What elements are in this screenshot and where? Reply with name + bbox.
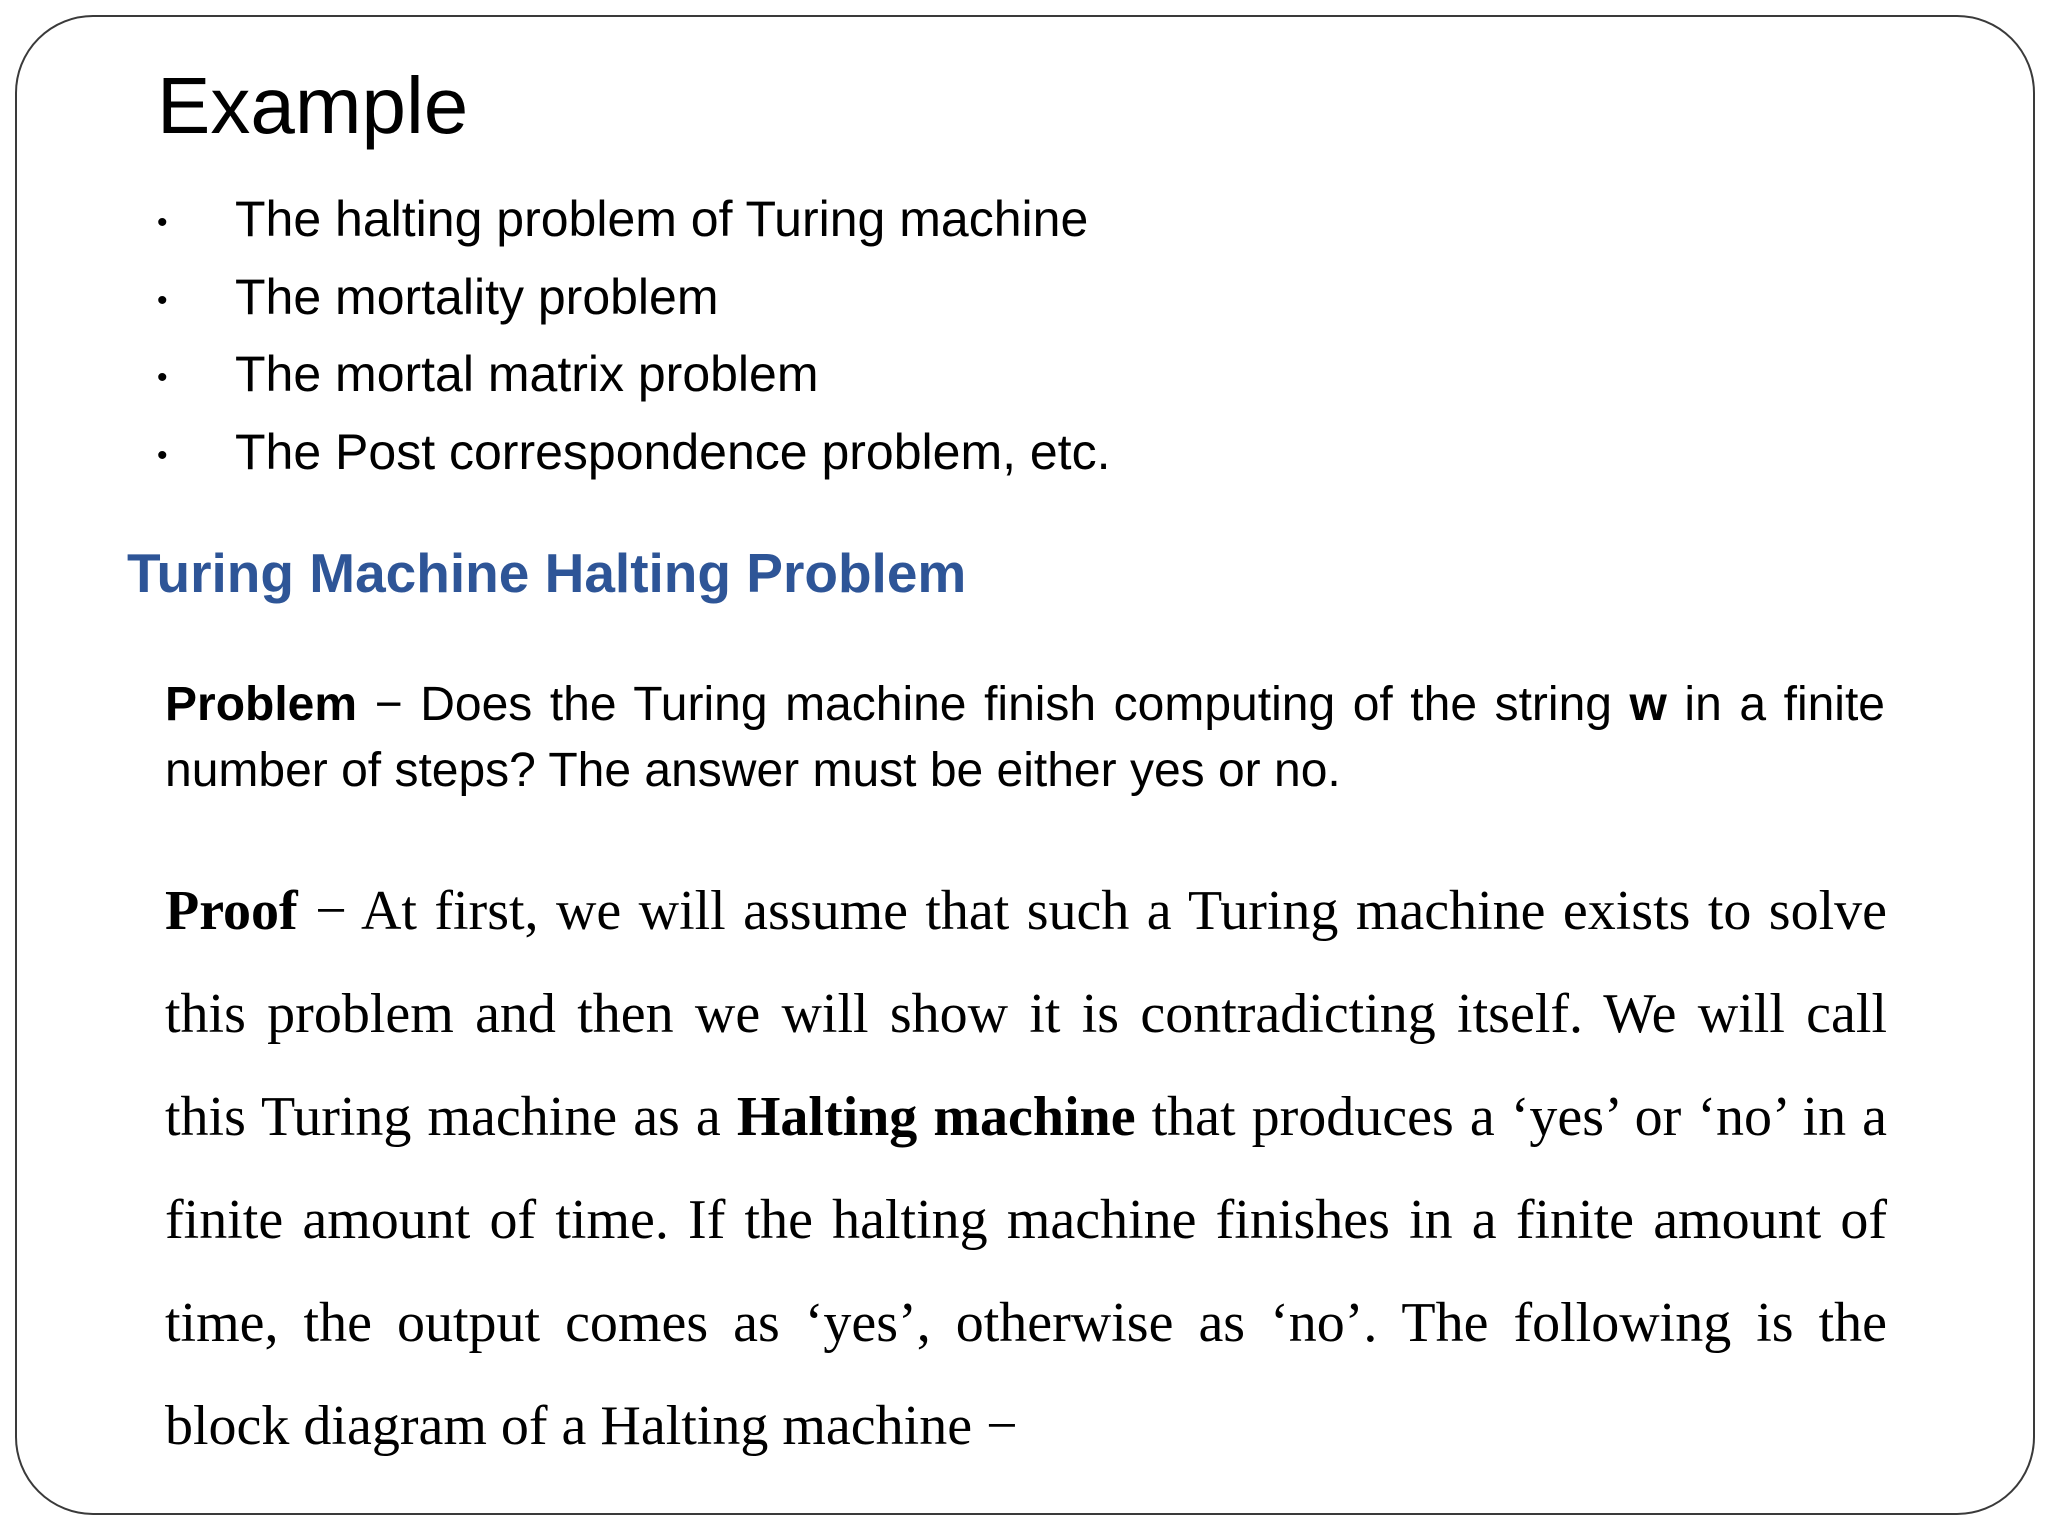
proof-dash: − bbox=[297, 880, 361, 942]
bullet-text: The Post correspondence problem, etc. bbox=[235, 423, 1111, 480]
bullet-text: The halting problem of Turing machine bbox=[235, 191, 1089, 247]
problem-text-before: Does the Turing machine finish computing of the string bbox=[420, 678, 1630, 731]
problem-text-after: in a finite number of steps? The answer must be either yes or no. bbox=[165, 678, 1886, 797]
problem-paragraph bbox=[165, 672, 1885, 804]
proof-label: Proof bbox=[165, 880, 298, 942]
proof-paragraph bbox=[165, 860, 1887, 1478]
section-heading: Turing Machine Halting Problem bbox=[127, 542, 967, 604]
proof-text-after: that produces a ‘yes’ or ‘no’ in a finite amount of time. If the halting machine finishes in a finite amount of time, the output comes as ‘yes’, otherwise as ‘no’. The following is the block diagram of a Halting machine − bbox=[165, 1086, 1887, 1457]
slide-title: Example bbox=[157, 61, 469, 150]
bullet-dot-icon: • bbox=[157, 361, 168, 394]
bullet-dot-icon: • bbox=[157, 283, 168, 317]
problem-label: Problem bbox=[165, 678, 358, 731]
bullet-text: The mortal matrix problem bbox=[235, 346, 819, 402]
bullet-text: The mortality problem bbox=[235, 268, 719, 325]
bullet-dot-icon: • bbox=[157, 206, 168, 239]
problem-dash: − bbox=[357, 678, 421, 731]
problem-variable: w bbox=[1629, 678, 1667, 731]
bullet-dot-icon: • bbox=[157, 438, 168, 472]
proof-text-before: At first, we will assume that such a Turing machine exists to solve this problem and then we will show it is contradicting itself. We will call this Turing machine as a bbox=[165, 880, 1887, 1148]
proof-emphasis: Halting machine bbox=[736, 1086, 1136, 1148]
